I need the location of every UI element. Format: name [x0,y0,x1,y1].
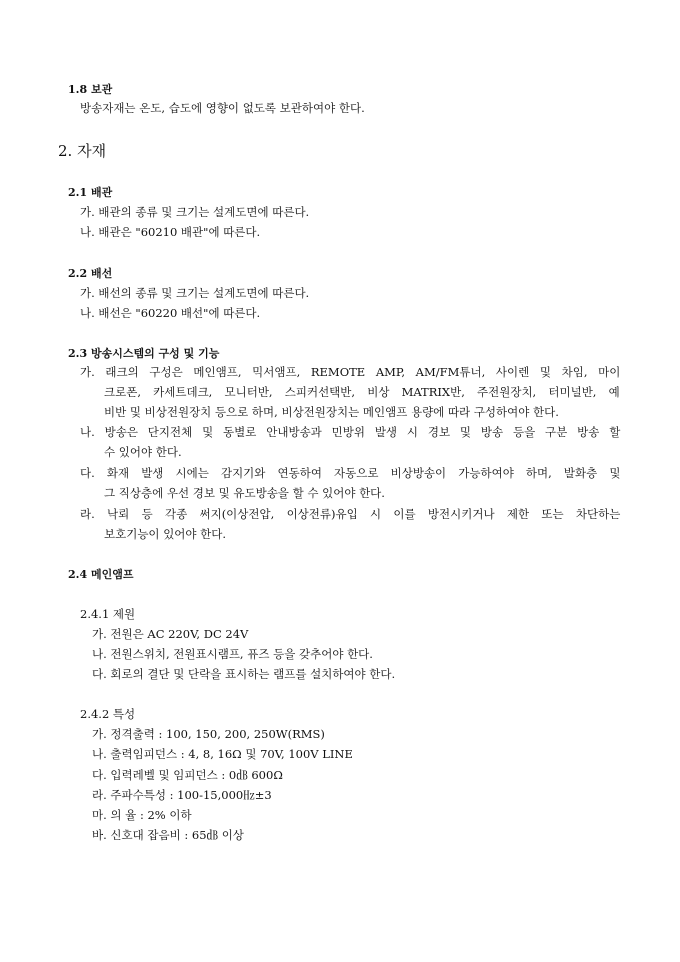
list-item: 다. 회로의 결단 및 단락을 표시하는 램프를 설치하여야 한다. [92,667,396,681]
list-item: 가. 배관의 종류 및 크기는 설계도면에 따른다. [80,205,310,219]
section-2-4-1-heading: 2.4.1 제원 [80,607,136,621]
list-item: 다. 입력레벨 및 임피던스 : 0㏈ 600Ω [92,768,283,782]
item-na-line1: 나. 방송은 단지전체 및 동별로 안내방송과 민방위 발생 시 경보 및 방송 등을 구분 방송 할 [80,425,621,439]
section-2-2-heading: 2.2 배선 [68,267,113,280]
list-item: 라. 주파수특성 : 100-15,000㎐±3 [92,788,272,802]
item-ga-line3: 비반 및 비상전원장치 등으로 하며, 비상전원장치는 메인앰프 용량에 따라 구성하여야 한다. [104,405,559,419]
item-ga-line1: 가. 래크의 구성은 메인앰프, 믹서앰프, REMOTE AMP, AM/FM튜너, 사이렌 및 차임, 마이 [80,365,621,379]
section-1-8-heading: 1.8 보관 [68,83,113,96]
item-ga-line2: 크로폰, 카세트데크, 모니터반, 스피커선택반, 비상 MATRIX반, 주전원장치, 터미널반, 예 [104,385,620,399]
list-item: 마. 의 율 : 2% 이하 [92,808,192,822]
item-na-line2: 수 있어야 한다. [104,445,182,459]
list-item: 바. 신호대 잡음비 : 65㏈ 이상 [92,828,244,842]
list-item: 나. 배관은 "60210 배관"에 따른다. [80,225,261,239]
list-item: 나. 출력임피던스 : 4, 8, 16Ω 및 70V, 100V LINE [92,747,353,761]
item-da-line1: 다. 화재 발생 시에는 감지기와 연동하여 자동으로 비상방송이 가능하여야 하며, 발화층 및 [80,466,621,480]
item-da-line2: 그 직상층에 우선 경보 및 유도방송을 할 수 있어야 한다. [104,486,385,500]
section-2-4-2-heading: 2.4.2 특성 [80,707,136,721]
item-ra-line2: 보호기능이 있어야 한다. [104,527,227,541]
list-item: 나. 전원스위치, 전원표시램프, 퓨즈 등을 갖추어야 한다. [92,647,373,661]
list-item: 나. 배선은 "60220 배선"에 따른다. [80,306,261,320]
section-2-1-heading: 2.1 배관 [68,186,113,199]
list-item: 가. 정격출력 : 100, 150, 200, 250W(RMS) [92,727,325,741]
item-ra-line1: 라. 낙뢰 등 각종 써지(이상전압, 이상전류)유입 시 이를 방전시키거나 제한 또는 차단하는 [80,507,621,521]
section-2-3-heading: 2.3 방송시스템의 구성 및 기능 [68,347,220,360]
list-item: 가. 전원은 AC 220V, DC 24V [92,627,249,641]
section-2-4-heading: 2.4 메인앰프 [68,568,134,581]
section-1-8-text: 방송자재는 온도, 습도에 영향이 없도록 보관하여야 한다. [80,101,365,115]
section-2-heading: 2. 자재 [58,142,107,160]
list-item: 가. 배선의 종류 및 크기는 설계도면에 따른다. [80,286,310,300]
